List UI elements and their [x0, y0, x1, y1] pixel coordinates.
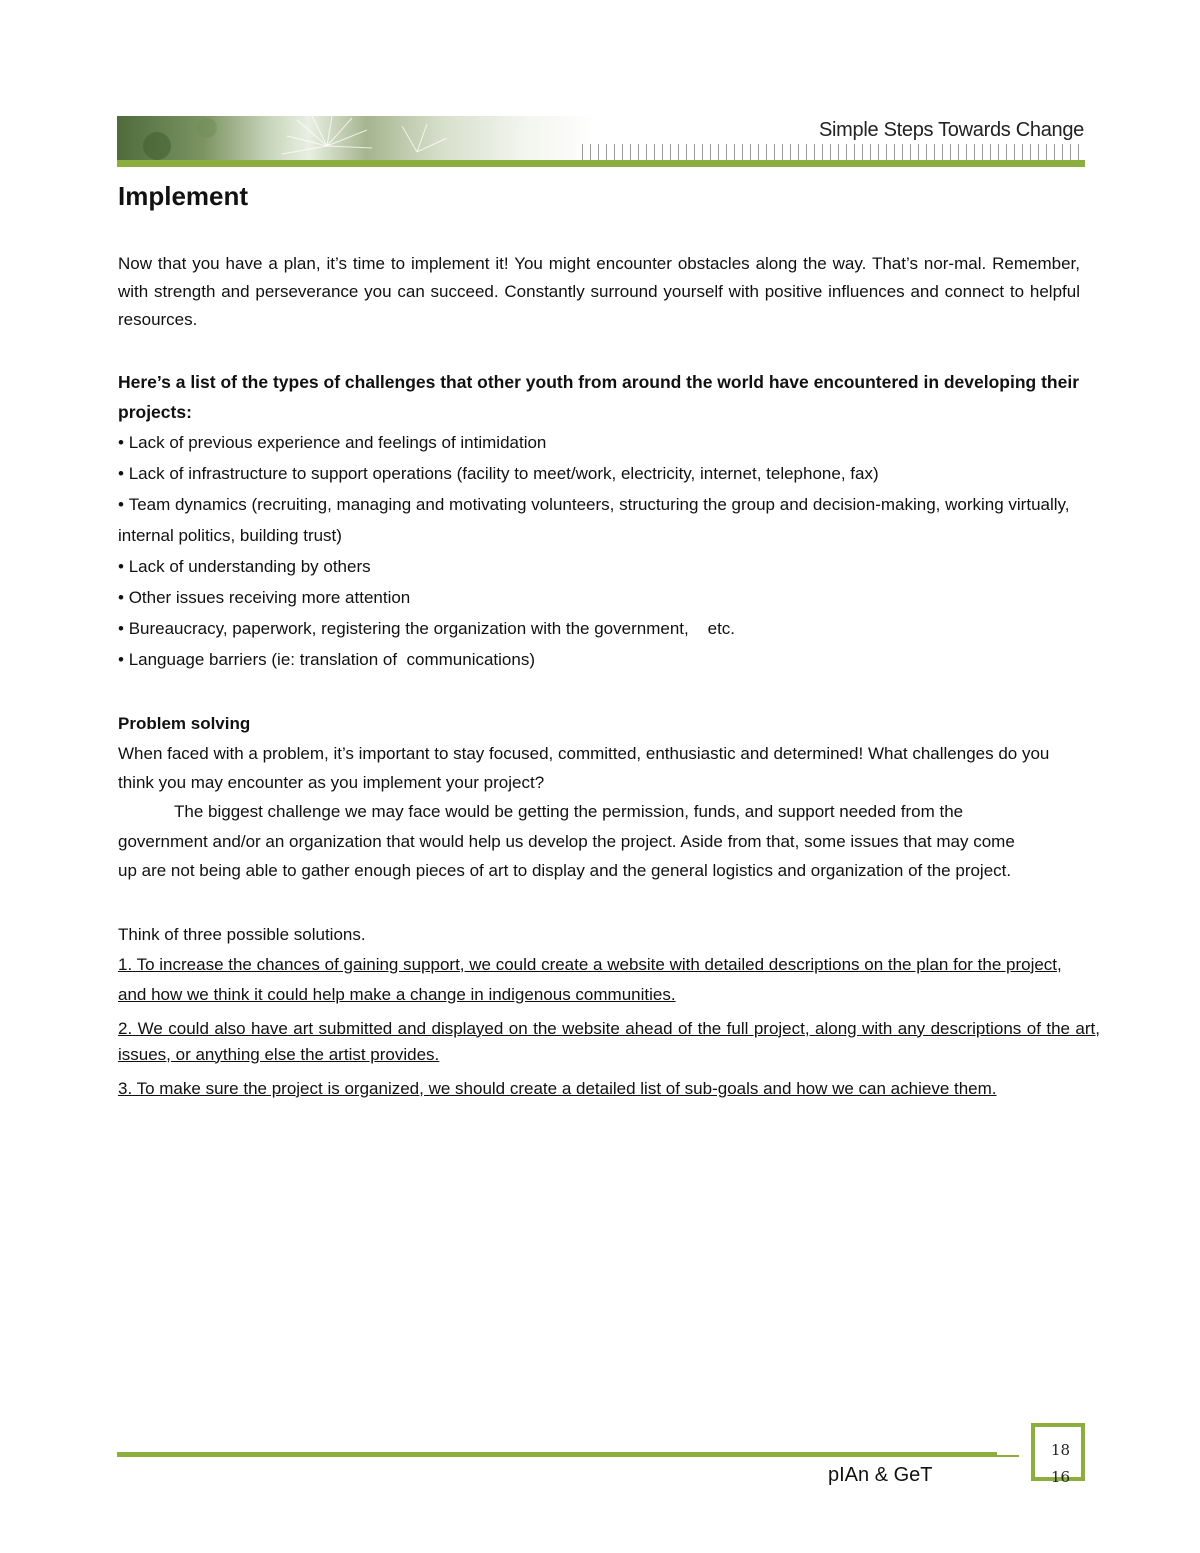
list-item: • Lack of previous experience and feelings of intimidation — [118, 427, 1100, 458]
solution-2: 2. We could also have art submitted and displayed on the website ahead of the full project, along with any descriptions of the art, issues, or anything else the artist provides. — [118, 1018, 1100, 1064]
list-item: • Lack of infrastructure to support operations (facility to meet/work, electricity, internet, telephone, fax) — [118, 458, 1100, 489]
footer-rule-connector — [997, 1455, 1019, 1457]
list-item: • Team dynamics (recruiting, managing and motivating volunteers, structuring the group and decision-making, working virtually, internal politics, building trust) — [118, 489, 1100, 551]
list-item: • Language barriers (ie: translation of communications) — [118, 644, 1100, 675]
solutions-lead: Think of three possible solutions. — [118, 924, 366, 944]
list-item: • Other issues receiving more attention — [118, 582, 1100, 613]
intro-paragraph: Now that you have a plan, it’s time to implement it! You might encounter obstacles along the way. That’s nor-mal. Remember, with strength and perseverance you can succeed. Constantly surround yourself with positive influences and connect to helpful resources. — [118, 254, 1080, 329]
challenges-heading: Here’s a list of the types of challenges that other youth from around the world have encountered in developing their projects: — [118, 372, 1080, 422]
footer-rule — [117, 1452, 997, 1457]
header-rule — [117, 160, 1085, 167]
problem-solving-answer — [118, 797, 1018, 886]
list-item: • Bureaucracy, paperwork, registering the organization with the government, etc. — [118, 613, 1100, 644]
page-number-underlay: 16 — [1051, 1468, 1071, 1486]
challenge-list — [118, 427, 1100, 675]
solution-3: 3. To make sure the project is organized, we should create a detailed list of sub-goals and how we can achieve them. — [118, 1078, 997, 1098]
page-content — [118, 250, 1100, 1102]
page-title: Implement — [118, 181, 249, 211]
footer-brand: pIAn & GeT — [828, 1464, 933, 1486]
answer-text: The biggest challenge we may face would be getting the permission, funds, and support needed from the government and/or an organization that would help us develop the project. Aside from that, some issues that may come up are not being able to gather enough pieces of art to display and the general logistics and organization of the project. — [118, 802, 1015, 880]
list-item: • Lack of understanding by others — [118, 551, 1100, 582]
header-tick-pattern — [582, 144, 1086, 160]
problem-solving-heading: Problem solving — [118, 714, 251, 733]
solution-1: 1. To increase the chances of gaining support, we could create a website with detailed descriptions on the plan for the project, and how we think it could help make a change in indigenous communities. — [118, 954, 1062, 1004]
page-number: 18 — [1051, 1441, 1071, 1459]
header-dandelion-photo — [117, 116, 597, 160]
problem-solving-prompt: When faced with a problem, it’s important to stay focused, committed, enthusiastic and determined! What challenges do you think you may encounter as you implement your project? — [118, 744, 1050, 792]
header-title: Simple Steps Towards Change — [818, 119, 1084, 141]
